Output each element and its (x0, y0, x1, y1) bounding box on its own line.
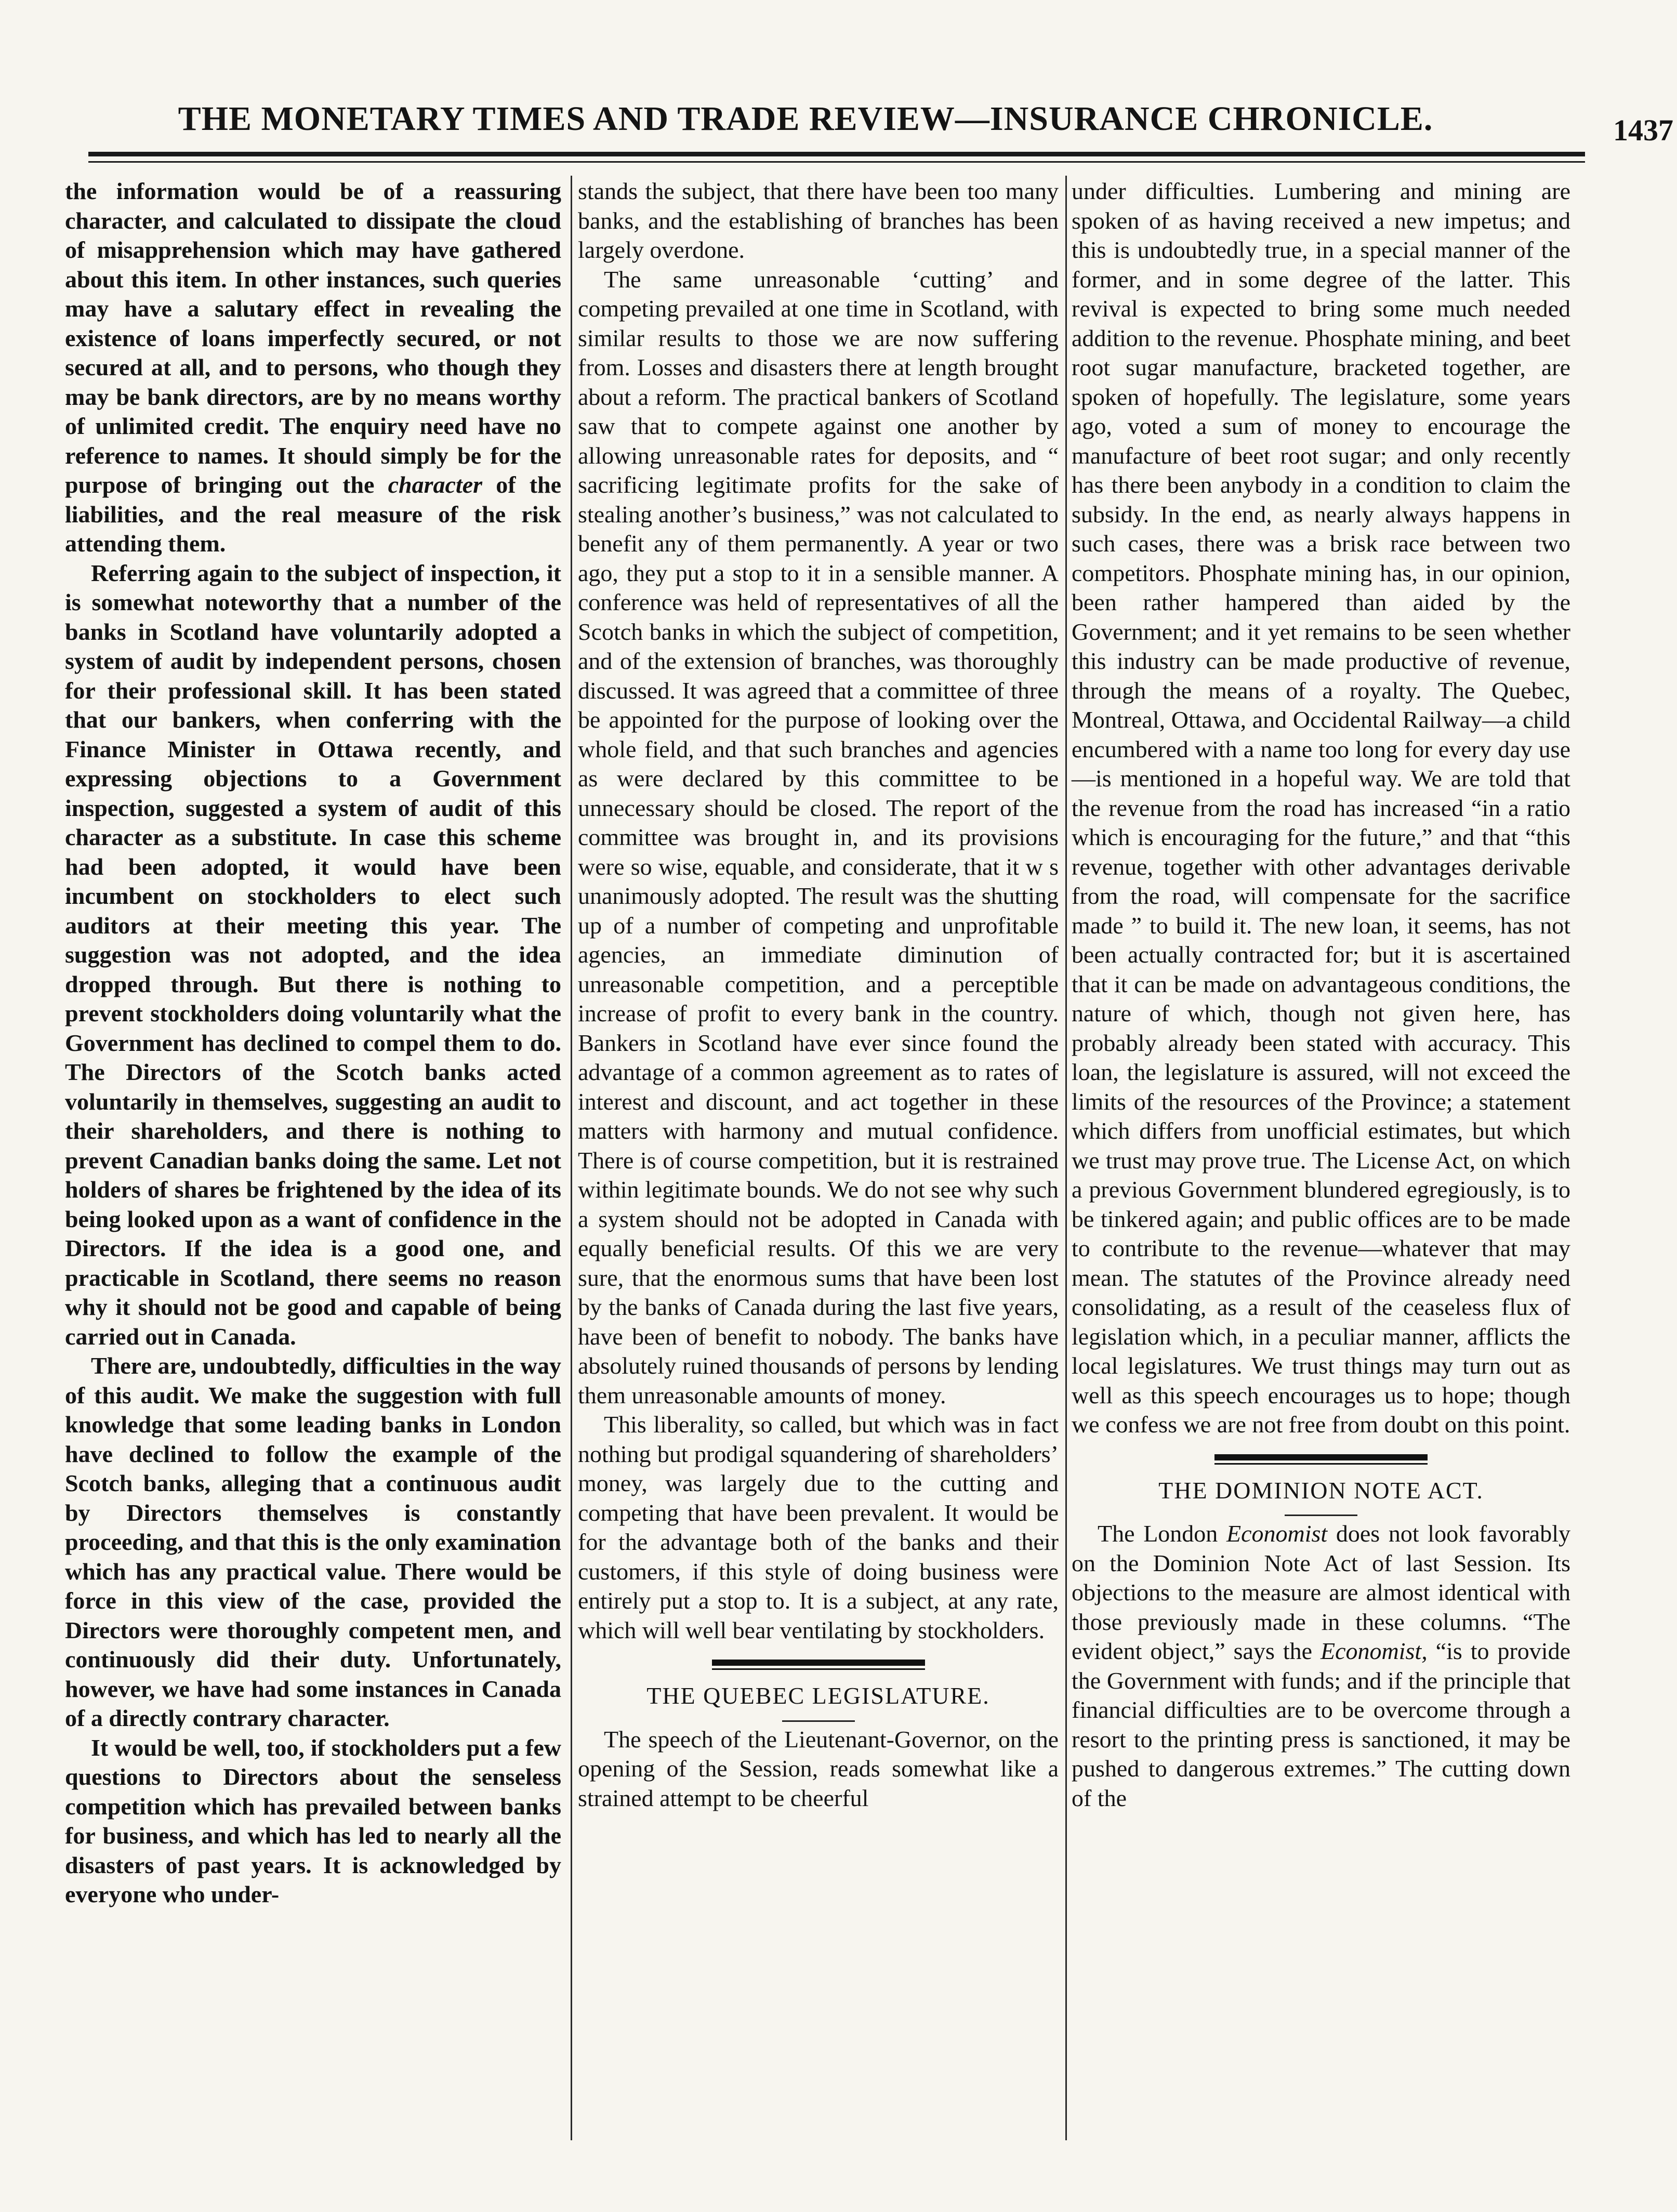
column-2 (578, 177, 1059, 1813)
article-paragraph: under difficulties. Lumbering and mining are spoken of as having received a new impetus; and this is undoubtedly true, in a special manner of the former, and in some degree of the latter. This revival is expected to bring some much needed addition to the revenue. Phosphate mining, and beet root sugar manufacture, bracketed together, are spoken of hopefully. The legislature, some years ago, voted a sum of money to encourage the manufacture of beet root sugar; and only recently has there been anybody in a condition to claim the subsidy. In the end, as nearly always happens in such cases, there was a brisk race between two competitors. Phosphate mining has, in our opinion, been rather hampered than aided by the Government; and it yet remains to be seen whether this industry can be made productive of revenue, through the means of a royalty. The Quebec, Montreal, Ottawa, and Occidental Railway—a child encumbered with a name too long for every day use—is mentioned in a hopeful way. We are told that the revenue from the road has increased “in a ratio which is encouraging for the future,” and that “this revenue, together with other advantages derivable from the road, will compensate for the sacrifice made ” to build it. The new loan, it seems, has not been actually contracted for; but it is ascertained that it can be made on advantageous conditions, the nature of which, though not given here, has probably already been stated with accuracy. This loan, the legislature is assured, will not exceed the limits of the resources of the Province; a statement which differs from unofficial estimates, but which we trust may prove true. The License Act, on which a previous Government blundered egregiously, is to be tinkered again; and public offices are to be made to contribute to the revenue—whatever that may mean. The statutes of the Province already need consolidating, as a result of the ceaseless flux of legislation which, in a peculiar manner, afflicts the local legislatures. We trust things may turn out as well as this speech encourages us to hope; though we confess we are not free from doubt on this point. (1072, 178, 1570, 1438)
section-heading-dominion-note-act: THE DOMINION NOTE ACT. (1158, 1477, 1484, 1504)
emphasis-text: Economist, (1321, 1638, 1428, 1664)
article-paragraph (1072, 1519, 1570, 1813)
article-paragraph (65, 177, 561, 559)
paragraph-text: of the liabilities, and the real measure of the risk attending them. (65, 471, 562, 557)
column-divider-2 (1065, 176, 1067, 2140)
column-divider-1 (571, 176, 572, 2140)
paragraph-text: “is to provide the Government with funds; and if the principle that financial difficulties are to be overcome through a resort to the printing press is sanctioned, it may be pushed to dangerous extremes.” The cutting down of the (1072, 1638, 1570, 1811)
section-heading-quebec-legislature: THE QUEBEC LEGISLATURE. (646, 1682, 990, 1709)
heading-divider (1285, 1515, 1357, 1516)
article-paragraph: It would be well, too, if stockholders put a few questions to Directors about the senseless competition which has prevailed between banks for business, and which has led to nearly all the disasters of past years. It is acknowledged by everyone who under- (65, 1734, 561, 1907)
emphasis-text: Economist (1226, 1520, 1328, 1547)
column-3 (1072, 177, 1570, 1813)
page-number: 1437 (1613, 113, 1673, 147)
emphasis-text: character (388, 471, 483, 498)
column-1 (65, 177, 561, 1910)
article-paragraph: There are, undoubtedly, difficulties in the way of this audit. We make the suggestion with full knowledge that some leading banks in London have declined to follow the example of the Scotch banks, alleging that a continuous audit by Directors themselves is constantly proceeding, and that this is the only examination which has any practical value. There would be force in this view of the case, provided the Directors were thoroughly competent men, and continuously did their duty. Unfortunately, however, we have had some instances in Canada of a directly contrary character. (65, 1352, 561, 1731)
paragraph-text: The London (1098, 1520, 1218, 1547)
article-paragraph: This liberality, so called, but which was in fact nothing but prodigal squandering of shareholders’ money, was largely due to the cutting and competing that have been prevalent. It would be for the advantage both of the banks and their customers, if this style of doing business were entirely put a stop to. It is a subject, at any rate, which will well bear ventilating by stockholders. (578, 1411, 1059, 1643)
section-ornament (712, 1660, 925, 1670)
article-paragraph: Referring again to the subject of inspection, it is somewhat noteworthy that a number of the banks in Scotland have voluntarily adopted a system of audit by independent persons, chosen for their professional skill. It has been stated that our bankers, when conferring with the Finance Minister in Ottawa recently, and expressing objections to a Government inspection, suggested a system of audit of this character as a substitute. In case this scheme had been adopted, it would have been incumbent on stockholders to elect such auditors at their meeting this year. The suggestion was not adopted, and the idea dropped through. But there is nothing to prevent stockholders doing voluntarily what the Government has declined to compel them to do. The Directors of the Scotch banks acted voluntarily in themselves, suggesting an audit to their shareholders, and there is nothing to prevent Canadian banks doing the same. Let not holders of shares be frightened by the idea of its being looked upon as a want of confidence in the Directors. If the idea is a good one, and practicable in Scotland, there seems no reason why it should not be good and capable of being carried out in Canada. (65, 559, 561, 1350)
heading-divider (782, 1720, 855, 1722)
header-rule-thin (88, 161, 1585, 163)
article-paragraph: stands the subject, that there have been too many banks, and the establishing of branches has been largely overdone. (578, 178, 1059, 263)
section-ornament (1214, 1454, 1428, 1465)
publication-title: THE MONETARY TIMES AND TRADE REVIEW—INSURANCE CHRONICLE. (178, 100, 1433, 138)
article-paragraph: The same unreasonable ‘cutting’ and competing prevailed at one time in Scotland, with similar results to those we are now suffering from. Losses and disasters there at length brought about a reform. The practical bankers of Scotland saw that to compete against one another by allowing unreasonable rates for deposits, and “ sacrificing legitimate profits for the sake of stealing another’s business,” was not calculated to benefit any of them permanently. A year or two ago, they put a stop to it in a sensible manner. A conference was held of representatives of all the Scotch banks in which the subject of competition, and of the extension of branches, was thoroughly discussed. It was agreed that a committee of three be appointed for the purpose of looking over the whole field, and that such branches and agencies as were declared by this committee to be unnecessary should be closed. The report of the committee was brought in, and its provisions were so wise, equable, and considerate, that it w s unanimously adopted. The result was the shutting up of a number of competing and unprofitable agencies, an immediate diminution of unreasonable competition, and a perceptible increase of profit to every bank in the country. Bankers in Scotland have ever since found the advantage of a common agreement as to rates of interest and discount, and act together in these matters with harmony and mutual confidence. There is of course competition, but it is restrained within legitimate bounds. We do not see why such a system should not be adopted in Canada with equally beneficial results. Of this we are very sure, that the enormous sums that have been lost by the banks of Canada during the last five years, have been of benefit to nobody. The banks have absolutely ruined thousands of persons by lending them unreasonable amounts of money. (578, 266, 1059, 1408)
masthead (88, 81, 1673, 148)
paragraph-text: the information would be of a reassuring character, and calculated to dissipate the cloud of misapprehension which may have gathered about this item. In other instances, such queries may have a salutary effect in revealing the existence of loans imperfectly secured, or not secured at all, and to persons, who though they may be bank directors, are by no means worthy of unlimited credit. The enquiry need have no reference to names. It should simply be for the purpose of bringing out the (65, 178, 561, 498)
article-paragraph: The speech of the Lieutenant-Governor, on the opening of the Session, reads somewhat like a strained attempt to be cheerful (578, 1726, 1059, 1811)
paragraph-text: does not look favorably on the Dominion Note Act of last Session. Its objections to the measure are almost identical with those previously made in these columns. “The evident object,” says the (1072, 1520, 1570, 1664)
header-rule-thick (88, 152, 1585, 156)
